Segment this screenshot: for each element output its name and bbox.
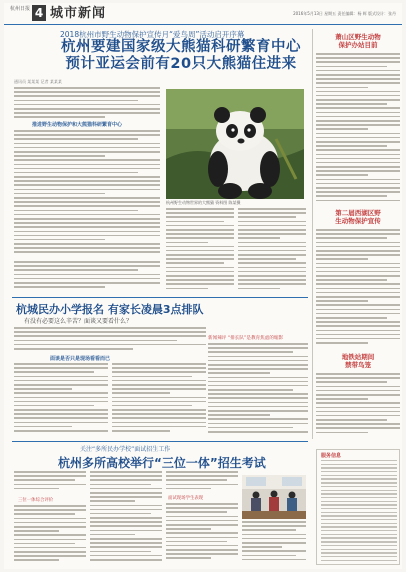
newspaper-logo: 杭州日报 (10, 6, 31, 12)
column-divider (312, 29, 313, 439)
side-headline-3-line2: 禁带鸟笼 (345, 361, 371, 369)
masthead (4, 3, 402, 25)
side-headline-1-line2: 保护办站目前 (338, 41, 378, 49)
bottom-body-col4 (242, 521, 306, 565)
lead-body-bottom (14, 261, 160, 293)
date-line: 2016年5月13日 星期五 责任编辑：杨 辉 版式设计：张丹 (293, 11, 396, 16)
middle-subtitle: 有没有必要这么辛苦？面谈又要看什么？ (24, 318, 133, 325)
lead-body-col2 (166, 208, 234, 294)
commentary-headline: 新闻辣评 “排长队”是教育焦虑的缩影 (208, 336, 284, 341)
bottom-subhead-2: 面试现场学生表现 (168, 496, 204, 501)
bottom-headline: 杭州多所高校举行“三位一体”招生考试 (58, 456, 266, 470)
bottom-body-col2 (90, 471, 162, 565)
service-info-list (321, 460, 397, 563)
section-rule-bottom (12, 441, 308, 442)
lead-headline (56, 39, 306, 73)
bottom-body-col1 (14, 505, 86, 565)
middle-body-col1 (14, 363, 108, 435)
panda-illustration (166, 89, 304, 199)
service-info-box (316, 449, 400, 565)
newspaper-page (4, 3, 402, 569)
side-headline-3 (316, 353, 400, 369)
bottom-subhead-1: 三位一体综合评价 (18, 498, 54, 503)
service-info-title: 服务信息 (321, 453, 342, 459)
side-headline-1 (316, 33, 400, 49)
panda-photo (166, 89, 304, 199)
lead-kicker: 2018杭州市野生动物保护宣传月“爱鸟周”活动启开序幕 (60, 30, 245, 39)
section-title: 城市新闻 (50, 6, 107, 21)
panda-photo-caption: 杭州野生动物世界的大熊猫 资料图 陈某摄 (166, 200, 241, 205)
commentary-body (208, 343, 308, 435)
side-headline-1-line1: 萧山区野生动物 (335, 33, 381, 41)
lead-subhead: 推进野生动物保护和大熊猫科研繁育中心 (32, 122, 123, 128)
lead-headline-line1: 杭州要建国家级大熊猫科研繁育中心 (61, 39, 301, 55)
lead-body-left (14, 130, 160, 258)
middle-subhead: 面谈是否只是现场看看而已 (50, 356, 111, 362)
middle-body-intro (14, 327, 206, 353)
page-number: 4 (32, 5, 46, 21)
bottom-body-intro (14, 471, 86, 495)
classroom-illustration (242, 475, 306, 519)
side-body-1 (316, 53, 400, 205)
lead-body-intro (14, 87, 160, 121)
section-rule-middle (12, 297, 308, 298)
side-headline-2-line1: 第二届西湖区野 (335, 209, 381, 217)
lead-headline-line2: 预计亚运会前有20只大熊猫住进来 (65, 56, 297, 72)
lead-body-col3 (238, 208, 306, 294)
side-body-2 (316, 229, 400, 349)
side-headline-2-line2: 生动物保护宣传 (335, 217, 381, 225)
middle-headline: 杭城民办小学报名 有家长凌晨3点排队 (16, 303, 204, 316)
side-headline-2 (316, 209, 400, 225)
side-body-3 (316, 373, 400, 439)
bottom-body-col3-top (166, 471, 238, 493)
bottom-body-col3 (166, 503, 238, 565)
classroom-photo (242, 475, 306, 519)
side-headline-3-line1: 地铁站期间 (341, 353, 375, 361)
bottom-kicker: 关注“多所民办学校”面试招生工作 (80, 446, 171, 453)
middle-body-col2 (112, 363, 206, 435)
lead-byline: 通讯员 某某某 记者 某某某 (14, 79, 62, 84)
